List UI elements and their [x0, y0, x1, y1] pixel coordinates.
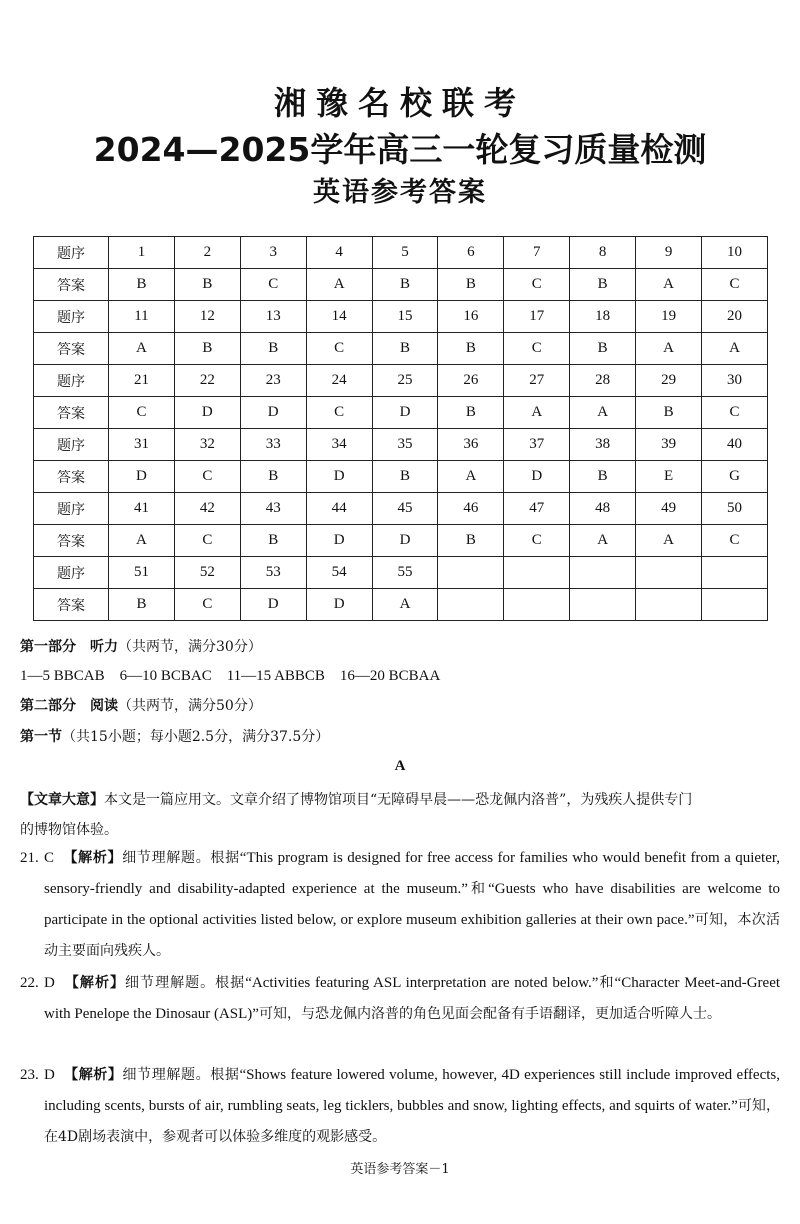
table-cell: 39 [636, 429, 702, 461]
table-row [34, 269, 768, 301]
row-label: 题序 [34, 493, 109, 525]
table-cell: C [174, 461, 240, 493]
table-cell: C [306, 397, 372, 429]
question-answer: D [44, 1067, 55, 1083]
part2-heading: 第二部分 阅读 [20, 698, 118, 714]
table-cell: 55 [372, 557, 438, 589]
table-cell: D [504, 461, 570, 493]
table-cell: A [438, 461, 504, 493]
table-cell [636, 557, 702, 589]
table-row [34, 237, 768, 269]
table-cell: D [372, 525, 438, 557]
table-cell: D [240, 397, 306, 429]
table-row [34, 365, 768, 397]
table-row [34, 557, 768, 589]
table-cell: 6 [438, 237, 504, 269]
table-cell: 22 [174, 365, 240, 397]
row-label: 题序 [34, 237, 109, 269]
table-cell: B [372, 269, 438, 301]
section1-note: （共15小题；每小题2.5分，满分37.5分） [62, 729, 330, 745]
table-cell: 32 [174, 429, 240, 461]
table-cell: 29 [636, 365, 702, 397]
table-cell: A [636, 333, 702, 365]
evidence-quote: “This program is designed for free access for families who would benefit from a quieter, sensory-friendly and disability-adapted experience at the museum.” [44, 850, 781, 897]
table-cell: B [438, 525, 504, 557]
table-cell: D [306, 461, 372, 493]
table-cell: 23 [240, 365, 306, 397]
table-cell: 46 [438, 493, 504, 525]
table-cell: 24 [306, 365, 372, 397]
table-cell: 50 [702, 493, 768, 525]
evidence-quote-2: “Character Meet-and-Greet with Penelope the Dinosaur (ASL)” [44, 975, 781, 1022]
table-cell: 26 [438, 365, 504, 397]
table-cell: B [240, 461, 306, 493]
table-cell: 3 [240, 237, 306, 269]
table-row [34, 493, 768, 525]
table-row [34, 333, 768, 365]
table-cell: 16 [438, 301, 504, 333]
table-cell: 8 [570, 237, 636, 269]
table-cell: C [504, 525, 570, 557]
table-cell: B [438, 333, 504, 365]
question-answer: D [44, 975, 55, 991]
table-cell: E [636, 461, 702, 493]
passage-summary [20, 785, 780, 845]
table-cell: 54 [306, 557, 372, 589]
table-cell: 33 [240, 429, 306, 461]
table-cell [438, 589, 504, 621]
table-cell: B [438, 269, 504, 301]
part1-note: （共两节，满分30分） [118, 639, 262, 655]
table-cell [570, 589, 636, 621]
answer-table [33, 236, 768, 621]
table-cell: A [109, 525, 175, 557]
table-cell: C [504, 333, 570, 365]
table-cell: A [636, 269, 702, 301]
table-cell [504, 557, 570, 589]
analysis-tag: 【解析】 [70, 850, 123, 866]
table-cell: C [306, 333, 372, 365]
table-cell: D [240, 589, 306, 621]
table-cell: 51 [109, 557, 175, 589]
table-row [34, 301, 768, 333]
table-cell: 35 [372, 429, 438, 461]
table-cell: 44 [306, 493, 372, 525]
section1-heading: 第一节 [20, 729, 62, 745]
table-cell: 1 [109, 237, 175, 269]
table-cell: 5 [372, 237, 438, 269]
table-cell: 7 [504, 237, 570, 269]
table-row [34, 461, 768, 493]
table-cell [504, 589, 570, 621]
part2-note: （共两节，满分50分） [118, 698, 262, 714]
question-explanation [20, 1060, 780, 1153]
table-cell: B [174, 269, 240, 301]
table-cell: B [570, 461, 636, 493]
table-cell: D [372, 397, 438, 429]
evidence-quote-2: “Guests who have disabilities are welcome to participate in the optional activities listed below, or explore museum exhibition galleries at their own pace.” [44, 881, 780, 928]
table-cell: 11 [109, 301, 175, 333]
table-cell [636, 589, 702, 621]
table-cell: 13 [240, 301, 306, 333]
analysis-tag: 【解析】 [71, 975, 126, 991]
table-cell: 45 [372, 493, 438, 525]
row-label: 题序 [34, 557, 109, 589]
table-cell: A [372, 589, 438, 621]
table-cell: 12 [174, 301, 240, 333]
table-cell: B [570, 269, 636, 301]
row-label: 答案 [34, 525, 109, 557]
table-cell: C [240, 269, 306, 301]
table-row [34, 397, 768, 429]
table-cell: B [636, 397, 702, 429]
question-number: 23. [20, 1067, 39, 1083]
section1-line [20, 726, 329, 746]
table-cell: 17 [504, 301, 570, 333]
analysis-lead: 细节理解题。根据 [125, 975, 246, 991]
table-cell: 30 [702, 365, 768, 397]
table-cell: B [109, 269, 175, 301]
row-label: 答案 [34, 269, 109, 301]
row-label: 题序 [34, 301, 109, 333]
part1-heading: 第一部分 听力 [20, 639, 118, 655]
table-cell: B [570, 333, 636, 365]
table-cell: 9 [636, 237, 702, 269]
table-cell: B [109, 589, 175, 621]
table-cell [570, 557, 636, 589]
question-number: 21. [20, 850, 39, 866]
table-cell: 14 [306, 301, 372, 333]
table-cell: B [438, 397, 504, 429]
table-cell: 2 [174, 237, 240, 269]
question-explanation [20, 843, 780, 967]
table-cell: A [570, 397, 636, 429]
table-cell: A [702, 333, 768, 365]
conjunction: 和 [467, 881, 489, 897]
table-cell: 15 [372, 301, 438, 333]
part2-line [20, 695, 262, 715]
passage-letter: A [394, 758, 406, 774]
table-row [34, 525, 768, 557]
table-cell: D [306, 589, 372, 621]
table-cell: 43 [240, 493, 306, 525]
summary-tag: 【文章大意】 [20, 792, 104, 808]
table-cell: 28 [570, 365, 636, 397]
exam-name-title: 2024—2025学年高三一轮复习质量检测 [93, 130, 707, 169]
table-cell: D [174, 397, 240, 429]
table-cell: G [702, 461, 768, 493]
conclusion: 可知，与恐龙佩内洛普的角色见面会配备有手语翻译，更加适合听障人士。 [258, 1006, 721, 1022]
analysis-tag: 【解析】 [71, 1067, 123, 1083]
table-cell: 47 [504, 493, 570, 525]
table-cell: 31 [109, 429, 175, 461]
table-cell: B [240, 333, 306, 365]
page-footer: 英语参考答案－1 [350, 1162, 450, 1177]
table-cell: C [504, 269, 570, 301]
table-cell: 40 [702, 429, 768, 461]
table-cell: B [372, 461, 438, 493]
table-cell: 53 [240, 557, 306, 589]
table-cell: C [702, 525, 768, 557]
table-cell: 37 [504, 429, 570, 461]
table-cell: 34 [306, 429, 372, 461]
row-label: 答案 [34, 461, 109, 493]
table-cell: A [636, 525, 702, 557]
table-cell: A [504, 397, 570, 429]
question-explanation [20, 968, 780, 1030]
table-cell: 4 [306, 237, 372, 269]
row-label: 题序 [34, 365, 109, 397]
table-cell: A [306, 269, 372, 301]
table-cell: C [174, 525, 240, 557]
listening-answers: 1—5 BBCAB 6—10 BCBAC 11—15 ABBCB 16—20 BCBAA [20, 668, 441, 684]
table-cell: 10 [702, 237, 768, 269]
row-label: 答案 [34, 333, 109, 365]
analysis-lead: 细节理解题。根据 [122, 1067, 240, 1083]
table-cell: 20 [702, 301, 768, 333]
table-cell [702, 589, 768, 621]
table-cell: 19 [636, 301, 702, 333]
answer-key-title: 英语参考答案 [313, 177, 487, 208]
analysis-lead: 细节理解题。根据 [122, 850, 240, 866]
part1-line [20, 636, 262, 656]
evidence-quote: “Activities featuring ASL interpretation are noted below.” [245, 975, 599, 991]
table-cell [438, 557, 504, 589]
table-cell: B [372, 333, 438, 365]
table-cell: A [109, 333, 175, 365]
table-cell: D [109, 461, 175, 493]
table-row [34, 429, 768, 461]
table-cell: 27 [504, 365, 570, 397]
row-label: 答案 [34, 397, 109, 429]
table-cell: 52 [174, 557, 240, 589]
table-cell: A [570, 525, 636, 557]
conjunction: 和 [598, 975, 615, 991]
table-cell: 21 [109, 365, 175, 397]
row-label: 答案 [34, 589, 109, 621]
question-number: 22. [20, 975, 39, 991]
summary-line2: 的博物馆体验。 [20, 822, 118, 838]
exam-union-title: 湘豫名校联考 [273, 84, 526, 122]
row-label: 题序 [34, 429, 109, 461]
conclusion: 可知，本次活动主要面向残疾人。 [44, 912, 780, 959]
table-cell [702, 557, 768, 589]
table-cell: C [702, 397, 768, 429]
table-row [34, 589, 768, 621]
table-cell: C [109, 397, 175, 429]
table-cell: C [174, 589, 240, 621]
table-cell: 38 [570, 429, 636, 461]
table-cell: 42 [174, 493, 240, 525]
summary-line1: 本文是一篇应用文。文章介绍了博物馆项目“无障碍早晨——恐龙佩内洛普”，为残疾人提供专门 [104, 792, 693, 808]
table-cell: 36 [438, 429, 504, 461]
table-cell: 49 [636, 493, 702, 525]
table-cell: 18 [570, 301, 636, 333]
table-cell: 48 [570, 493, 636, 525]
evidence-quote: “Shows feature lowered volume, however, 4D experiences still include improved effects, including scents, bursts of air, rumbling seats, leg ticklers, bubbles and snow, lighting effects, and squirts of water.” [44, 1067, 780, 1114]
table-cell: C [702, 269, 768, 301]
conclusion: 可知，在4D剧场表演中，参观者可以体验多维度的观影感受。 [44, 1098, 781, 1145]
table-cell: D [306, 525, 372, 557]
table-cell: B [240, 525, 306, 557]
table-cell: 25 [372, 365, 438, 397]
question-answer: C [44, 850, 55, 866]
table-cell: 41 [109, 493, 175, 525]
table-cell: B [174, 333, 240, 365]
